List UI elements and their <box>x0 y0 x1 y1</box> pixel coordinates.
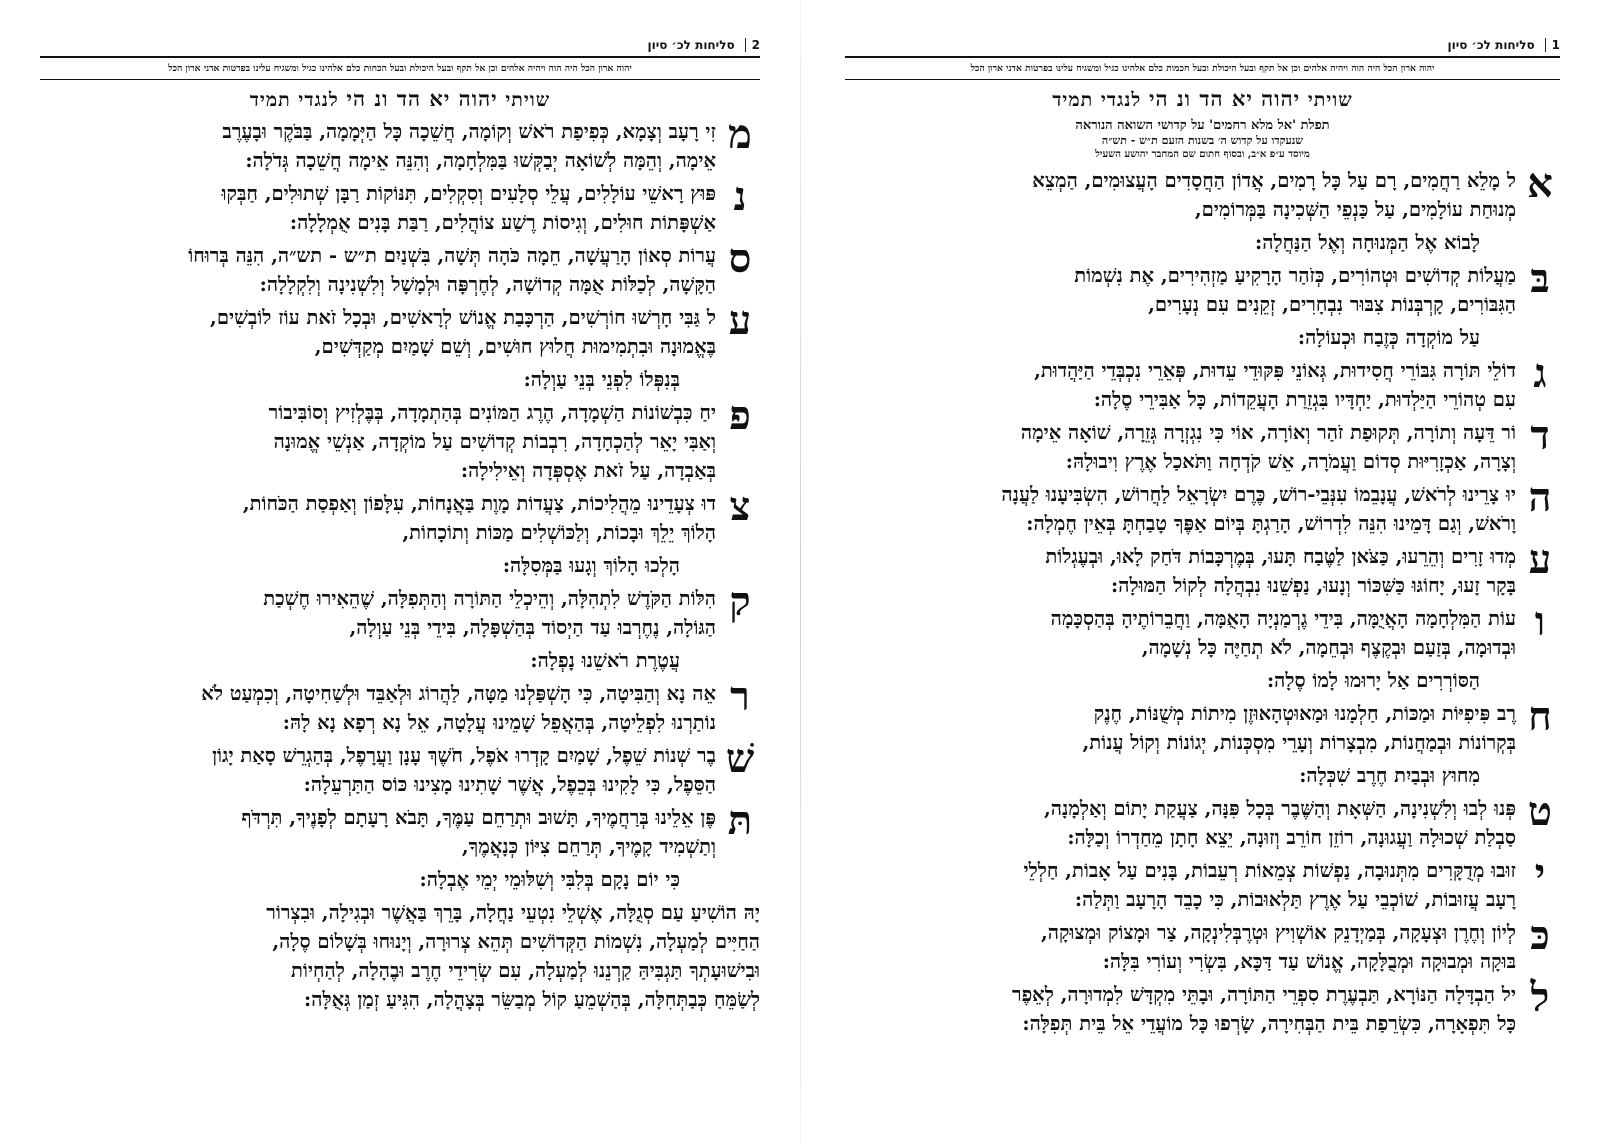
verse-line: לְשַׂמֵּחַ כְּבַתְּחִלָּה, בְּהַשְׁמֵעַ קוֹל מְבַשֵּׂר בְּצָהֳלָה, הִגִּיעַ זְמַן גְּאֻלָּה: <box>304 988 760 1011</box>
title-divine-name: יהוה יא הד ונ הי <box>346 86 498 111</box>
acrostic-drop-letter: שׁ <box>725 735 755 782</box>
verse-line: הַחַיִּים לְמַעְלָה, נִשְׁמוֹת הַקְּדוֹשִׁים תְּהֵא צְרוּרָה, וְיָנוּחוּ בְּשָׁלוֹם סֶלָה, <box>272 930 760 953</box>
acrostic-drop-letter: ה <box>1528 474 1552 521</box>
stanza <box>40 235 760 299</box>
prayer-subtitle: תפלת 'אל מלא רחמים' על קדושי השואה הנוראה <box>1075 118 1330 133</box>
verse-line: עוֹת הַמִּלְחָמָה הָאֲיֻמָּה, בִּידֵי גֶרְמַנְיָה הָאֻמָּה, וַחֲבֵרוֹתֶיהָ בְּהַסְכָּמָה <box>1050 607 1516 630</box>
stanza-refrain: מִחוּץ וּבְבַיִת חֶרֶב שִׁכְּלָה: <box>1299 764 1480 787</box>
verse-line: וֹר דֵּעָה וְתוֹרָה, תְּקוּפַת זֹהַר וְאוֹרָה, אוֹי כִּי נִגְזְרָה גְּזֵרָה, שׁוֹאָה אֵימָה <box>1020 421 1516 444</box>
right-page <box>805 0 1600 1144</box>
verse-line: רָעָב עֲזוּבוֹת, שׁוֹכְבֵי עַל אֶרֶץ תַּלְאוּבוֹת, כִּי כָבֵד הָרָעָב וַתְּלַה: <box>1074 888 1516 911</box>
verse-line: עֲרוֹת סְאוֹן הָרַעֲשָׁה, חֵמָה כֹּהָה תְּשָׁה, בִּשְׁנַיִם ת״ש - תש״ה, הִנֵּה בְּרוּחוֹ <box>188 244 716 267</box>
verse-line: הַקָּשָׁה, לְכַלּוֹת אֻמָּה קְדוֹשָׁה, לְחֶרְפָּה וּלְמָשָׁל וְלִשְׁנִינָה וְלִקְלָלָה: <box>259 273 716 296</box>
verse-line: הָלוֹךְ יֵלֵךְ וּבָכוֹת, וְלַכּוֹשְׁלִים מַכּוֹת וְתוֹכָחוֹת, <box>402 521 716 544</box>
stanza-refrain: הָלְכוּ הָלוֹךְ וְגָעוּ בַּמְּסִלָּה: <box>502 554 680 577</box>
stanza <box>40 483 760 547</box>
verse-line: הִלּוֹת הַקֹּדֶשׁ לִתְהִלָּה, וְהֵיכְלֵי הַתּוֹרָה וְהַתְּפִלָּה, שֶׁהֵאִירוּ חֶשְׁכַת <box>263 587 716 610</box>
stanza <box>40 578 760 642</box>
verse-line: בֶּאֱמוּנָה וּבִתְמִימוּת חֲלוּץ חוּשִׁים, וְשֵׁם שָׁמַיִם מְקַדְּשִׁים, <box>314 335 716 358</box>
stanza-refrain: כִּי יוֹם נָקָם בְּלִבִּי וְשִׁלּוּמֵי יְמֵי אֶבְלָה: <box>419 868 680 891</box>
acrostic-drop-letter: פ <box>729 392 751 439</box>
acrostic-drop-letter: ח <box>1528 693 1552 740</box>
acrostic-drop-letter: כּ <box>1530 912 1550 959</box>
verse-line: וְאַבִּי יָאֵר לְהַכְחָדָה, רִבְבוֹת קְדוֹשִׁים עַל מוֹקְדָה, אַנְשֵׁי אֱמוּנָה <box>273 430 716 453</box>
acrostic-drop-letter: ע <box>1528 536 1552 583</box>
verse-line: בְּקְרוֹנוֹת וּבְמַחֲנוֹת, מִבְצָרוֹת וְעָרֵי מִסְכְּנוֹת, יְגוֹנוֹת וְקוֹל עֲנוֹת, <box>1082 731 1516 754</box>
stanza <box>40 392 760 485</box>
stanza-refrain: בְּנִפְּלוֹ לִפְנֵי בְּנֵי עַוְלָה: <box>523 368 680 391</box>
stanza <box>40 735 760 799</box>
verse-line: מְדוּ זָרִים וְהֵרֵעוּ, כַּצֹּאן לַטֶּבַח תָּעוּ, בְּמֶרְכָּבוֹת דֹּחַק לָאוּ, וּבְעֶגְלוֹת <box>1045 545 1516 568</box>
title-divine-name: יהוה יא הד ונ הי <box>1148 86 1301 111</box>
stanza <box>845 350 1560 414</box>
stanza <box>845 255 1560 319</box>
stanza <box>845 160 1560 224</box>
verse-line: יחַ כִּבְשׁוֹנוֹת הַשְׁמָדָה, הֶרֶג הַמּוֹנִים בְּהַתְמָדָה, בְּבֶּלְזִיץ וְסוֹבִּיבוֹר <box>268 401 716 424</box>
stanza-refrain: לָבוֹא אֶל הַמְּנוּחָה וְאֶל הַנַּחֲלָה: <box>1255 231 1480 254</box>
divider <box>40 56 760 58</box>
verse-line: פּוּץ רָאשֵׁי עוֹלָלִים, עֲלֵי סְלָעִים וְסִקְלִים, תִּנּוֹקוֹת רַבָּן שְׁתוּלִים, חַבְּקוּ <box>221 182 716 205</box>
verse-line: ל מָלֵא רַחֲמִים, רָם עַל כָּל רָמִים, אֲדוֹן הַחֲסָדִים הָעֲצוּמִים, הַמְצֵא <box>1032 169 1516 192</box>
stanza <box>845 412 1560 476</box>
stanza <box>845 850 1560 914</box>
stanza-refrain: הַסּוֹרְרִים אַל יָרוּמוּ לָמוֹ סֶלָה: <box>1266 669 1480 692</box>
verse-line: זוּבוּ מְדֻקָּרִים מִתְּנוּבָה, נַפְשׁוֹת צְמֵאוֹת רְעֵבוֹת, בָּנִים עַל אָבוֹת, חַלְלֵי <box>1023 859 1516 882</box>
running-title: סליחות לכ׳ סיון <box>647 38 735 52</box>
verse-line: וּבִישׁוּעָתְךָ תַּגְבִּיהַּ קַרְנֵנוּ לְמַעְלָה, עִם שְׂרִידֵי חֶרֶב וּבֶהָלָה, לְהַחְיוֹת <box>290 959 760 982</box>
acrostic-drop-letter: ג <box>1533 350 1547 397</box>
stanza <box>40 673 760 737</box>
verse-line: לְיוֹן וְחֶרֶן וּצְעָקָה, בְּמַיְדָנֵק אוֹשְׁוִיץ וּטְרֶבְּלִינְקָה, צַר וּמָצוֹק וּמְצוּקָה, <box>1040 921 1516 944</box>
page-title <box>845 86 1560 113</box>
page-title <box>40 86 760 113</box>
divine-names-banner: יהוה ארון הכל היה הוה ויהיה אלהים וכן אל תקף ובעל היכולת ובעל הכחות כלם אלהינו כגיל ומשגיח עלינו בפרטות אדני ארון הכל <box>168 63 632 74</box>
verse-line: מְנוּחַת עוֹלָמִים, עַל כַּנְפֵי הַשְּׁכִינָה בַּמְּרוֹמִים, <box>1194 198 1516 221</box>
stanza <box>40 173 760 237</box>
verse-line: הַגּוֹלָה, נֶחֶרְבוּ עַד הַיְסוֹד בְּהַשְׁפָּלָה, בִּידֵי בְּנֵי עַוְלָה, <box>349 616 716 639</box>
verse-line: אֵה נָא וְהַבִּיטָה, כִּי הָשְׁפַּלְנוּ מַטָּה, לַהֲרוֹג וּלְאַבֵּד וּלְשַׁחִיטָה, וְכִמְעַט לֹא <box>201 682 716 705</box>
acrostic-drop-letter: ק <box>729 578 751 625</box>
poem-body <box>845 160 1560 1038</box>
divine-names-banner: יהוה ארון הכל היה הוה ויהיה אלהים וכן אל תקף ובעל היכולת ובעל חכמות כלם אלהינו כגיל ומשגיח עלינו בפרטות אדני ארון הכל <box>970 63 1435 74</box>
book-gutter <box>800 0 801 1144</box>
verse-line: סַבְלַת שְׁכוּלָה וַעֲגוּנָה, רוֹזֵן חוֹרֵב וְזוּנָה, יֵצֵא חָתָן מֵחַדְרוֹ וְכַלָּה: <box>1067 826 1516 849</box>
verse-line: כָּל תִּפְאָרָה, כִּשְׂרֵפַת בֵּית הַבְּחִירָה, שָׂרְפוּ כָּל מוֹעֲדֵי אֵל בֵּית תְּפִלָּה: <box>1022 1012 1516 1035</box>
verse-line: יָהּ הוֹשִׁיעַ עַם סְגֻלָּה, אֶשְׁלֵי נִטְעֵי נַחֲלָה, בָּרֵךְ בַּאֲשֶׁר וּבְגִילָה, וּבִצְרוֹר <box>266 901 760 924</box>
stanza <box>40 111 760 175</box>
acrostic-drop-letter: תּ <box>727 797 753 844</box>
verse-line: דוּ צְעָדֵינוּ מֵהֲלִיכוֹת, צַעֲדוֹת מָוֶת בַּאֲנָחוֹת, עִלָּפוֹן וְאַפְסַת הַכֹּחוֹת, <box>242 492 716 515</box>
verse-line: וּבְדוּמָה, בְּזַעַם וּבְקֶצֶף וּבְחֵמָה, לֹא תְחַיֶּה כָּל נְשָׁמָה, <box>1141 636 1516 659</box>
acrostic-drop-letter: א <box>1527 160 1553 207</box>
verse-line: ל גַּבִּי חָרְשׁוּ חוֹרְשִׁים, הַרְכָּבַת אֱנוֹשׁ לְרָאשִׁים, וּבְכָל זֹאת עוֹז לוֹבְשִׁים, <box>210 306 716 329</box>
title-pre: שויתי <box>505 89 551 111</box>
stanza <box>845 788 1560 852</box>
acrostic-drop-letter: ר <box>730 673 750 720</box>
stanza <box>40 297 760 361</box>
verse-line: אַשְׁפָּתוֹת חוּלִים, וְגִיסוֹת רֶשַׁע צוֹהֲלִים, רַבַּת בָּנִים אֻמְלָלָה: <box>289 211 716 234</box>
stanza <box>845 693 1560 757</box>
acrostic-drop-letter: ע <box>728 297 752 344</box>
divider <box>845 79 1560 80</box>
verse-line: זִי רָעָב וְצָמָא, כְּפִיפַת רֹאשׁ וְקוֹמָה, חֲשֵׁכָה כָּל הַיְּמָמָה, בַּבֹּקֶר וּבָעֶרֶב <box>222 120 716 143</box>
stanza-refrain: עַל מוֹקְדָה כְּזֶבַח וּכְעוֹלָה: <box>1297 326 1480 349</box>
stanza <box>40 797 760 861</box>
poem-body <box>40 111 760 1014</box>
verse-line: בְּאַבְדָה, עַל זֹאת אֶסְפְּדָה וְאֵילִילָה: <box>460 459 716 482</box>
verse-line: בָּקָר זָעוּ, יָחוֹגּוּ כַּשִּׁכּוֹר וְנָעוּ, נַפְשֵׁנוּ נִבְהֲלָה לְקוֹל הַמּוּלָה: <box>1111 574 1516 597</box>
verse-line: וָרֹאשׁ, וְגַם דָּמֵינוּ הִנֵּה לִדְרוֹשׁ, הָרַגְתָּ בְּיוֹם אַפֶּךָ טָבַחְתָּ בְּאֵין חֶמְלָה: <box>1026 512 1516 535</box>
page-number: 2 <box>745 38 760 52</box>
acrostic-drop-letter: י <box>1534 850 1546 897</box>
verse-line: בּוּקָה וּמְבוּקָה וּמְבֻלָּקָה, אֱנוֹשׁ עַד דַּכָּא, בִּשְׂרִי וְעוֹרִי בִּלָּה: <box>1102 950 1516 973</box>
page-number: 1 <box>1545 38 1560 52</box>
verse-line: וְתַשְׁמִיד קָמֶיךָ, תְּרַחֵם צִיּוֹן כְּנָאֲמֶךָ, <box>461 835 716 858</box>
stanza <box>40 898 760 1014</box>
verse-line: רֶב פִּיפִיּוֹת וּמַכּוֹת, חַלְמָנוּ וּמַאוּטְהָאוּזֶן מִיתוֹת מְשֻׁנּוֹת, חֶנֶק <box>1093 702 1516 725</box>
verse-line: עִם טְהוֹרֵי הַיַּלְדוּת, יַחְדָּיו בִּגְזֵרַת הָעֲקֵדוֹת, כָּל אַבִּירֵי סֶלָה: <box>1093 388 1516 411</box>
verse-line: פְּנוּ לְבוּ וְלִשְׁנִינָה, הַשְּׁאָת וְהַשֶּׁבֶר בְּכָל פִּנָּה, צַעֲקַת יָתוֹם וְאַלְמָנָה, <box>1044 797 1516 820</box>
verse-line: הַסֵּפֶל, כִּי לָקִינוּ בְּכֵפֶל, אֲשֶׁר שָׁתִינוּ מָצִינוּ כּוֹס הַתַּרְעֵלָה: <box>303 773 716 796</box>
dedication-line: שנעקדו על קדוש ה׳ בשנות הזעם ת״ש - תש״ה <box>1101 134 1304 147</box>
title-pre: שויתי <box>1307 89 1353 111</box>
title-post: לנגדי תמיד <box>249 89 339 111</box>
acrostic-drop-letter: בּ <box>1530 255 1550 302</box>
acrostic-drop-letter: ס <box>728 235 752 282</box>
verse-line: בֶר שְׁנוֹת שֵׁפֶל, שָׁמַיִם קָדְרוּ אֹפֶל, חֹשֶׁךְ עָנָן וַעֲרָפֶל, בְּהַגְרֵשׁ סָאַת יָגוֹן <box>212 744 716 767</box>
stanza <box>845 912 1560 976</box>
acrostic-note: מיוסד ע״פ א״ב, ובסוף חתום שם המחבר יהושע השעיל <box>1095 149 1310 160</box>
stanza-refrain: עֲטֶרֶת רֹאשֵׁנוּ נָפְלָה: <box>530 649 680 672</box>
stanza <box>845 974 1560 1038</box>
acrostic-drop-letter: ל <box>1530 974 1550 1021</box>
verse-line: דוֹלֵי תּוֹרָה גִּבּוֹרֵי חֲסִידוּת, גְּאוֹנֵי פִּקּוּדֵי עֵדוּת, פְּאֵרֵי נִכְבְּדֵי הַיַּהֲדוּת, <box>1034 359 1516 382</box>
verse-line: אֵימָה, וְהֵמָּה לְשׁוֹאָה יְבַקְּשׁוּ בַּמִּלְחָמָה, וְהִנֵּה אֵימָה חֲשֵׁכָה גְּדֹלָה: <box>245 149 716 172</box>
divider <box>845 56 1560 58</box>
acrostic-drop-letter: נ <box>733 173 747 220</box>
acrostic-drop-letter: ד <box>1530 412 1550 459</box>
verse-line: וְצָרָה, אַכְזָרִיּוּת סְדוֹם וַעֲמֹרָה, אֵשׁ קֹדְחָה וַתֹּאכַל אֶרֶץ וִיבוּלָהּ: <box>1065 450 1516 473</box>
running-head <box>845 30 1560 52</box>
acrostic-drop-letter: ו <box>1534 598 1546 645</box>
verse-line: מַעֲלוֹת קְדוֹשִׁים וּטְהוֹרִים, כְּזֹהַר הָרָקִיעַ מַזְהִירִים, אֶת נִשְׁמוֹת <box>1074 264 1516 287</box>
stanza <box>845 536 1560 600</box>
verse-line: נוֹתַרְנוּ לִפְלֵיטָה, בְּהַאֲפֵל שָׁמֵינוּ עֲלָטָה, אֵל נָא רְפָא נָא לָהּ: <box>282 711 716 734</box>
verse-line: יל הַבְדָּלָה הַנּוֹרָא, תַּבְעֶרֶת סִפְרֵי הַתּוֹרָה, וּבָתֵּי מִקְדָּשׁ לִמְדוּרָה, לְאֵפֶר <box>1011 983 1516 1006</box>
verse-line: יוּ צָרֵינוּ לְרֹאשׁ, עֲנָבֵמוֹ עִנְּבֵי-רוֹשׁ, כֶּרֶם יִשְׂרָאֵל לַחֲרוֹשׁ, הִשְׂבִּיעָנוּ לַעֲנָה <box>1001 483 1516 506</box>
running-title: סליחות לכ׳ סיון <box>1447 38 1535 52</box>
stanza <box>845 598 1560 662</box>
title-post: לנגדי תמיד <box>1052 89 1142 111</box>
divider <box>40 79 760 80</box>
acrostic-drop-letter: ט <box>1527 788 1553 835</box>
running-head <box>40 30 760 52</box>
verse-line: פֶּן אֵלֵינוּ בְּרַחֲמֶיךָ, תָּשׁוּב וּתְרַחֵם עַמֶּךָ, תָּבֹא רָעָתָם לְפָנֶיךָ, תִּרְדֹּף <box>241 806 716 829</box>
acrostic-drop-letter: מ <box>728 111 752 158</box>
acrostic-drop-letter: צ <box>729 483 751 530</box>
verse-line: הַגִּבּוֹרִים, קָרְבְּנוֹת צִבּוּר נִבְחָרִים, זְקֵנִים עִם נְעָרִים, <box>1148 293 1516 316</box>
stanza <box>845 474 1560 538</box>
